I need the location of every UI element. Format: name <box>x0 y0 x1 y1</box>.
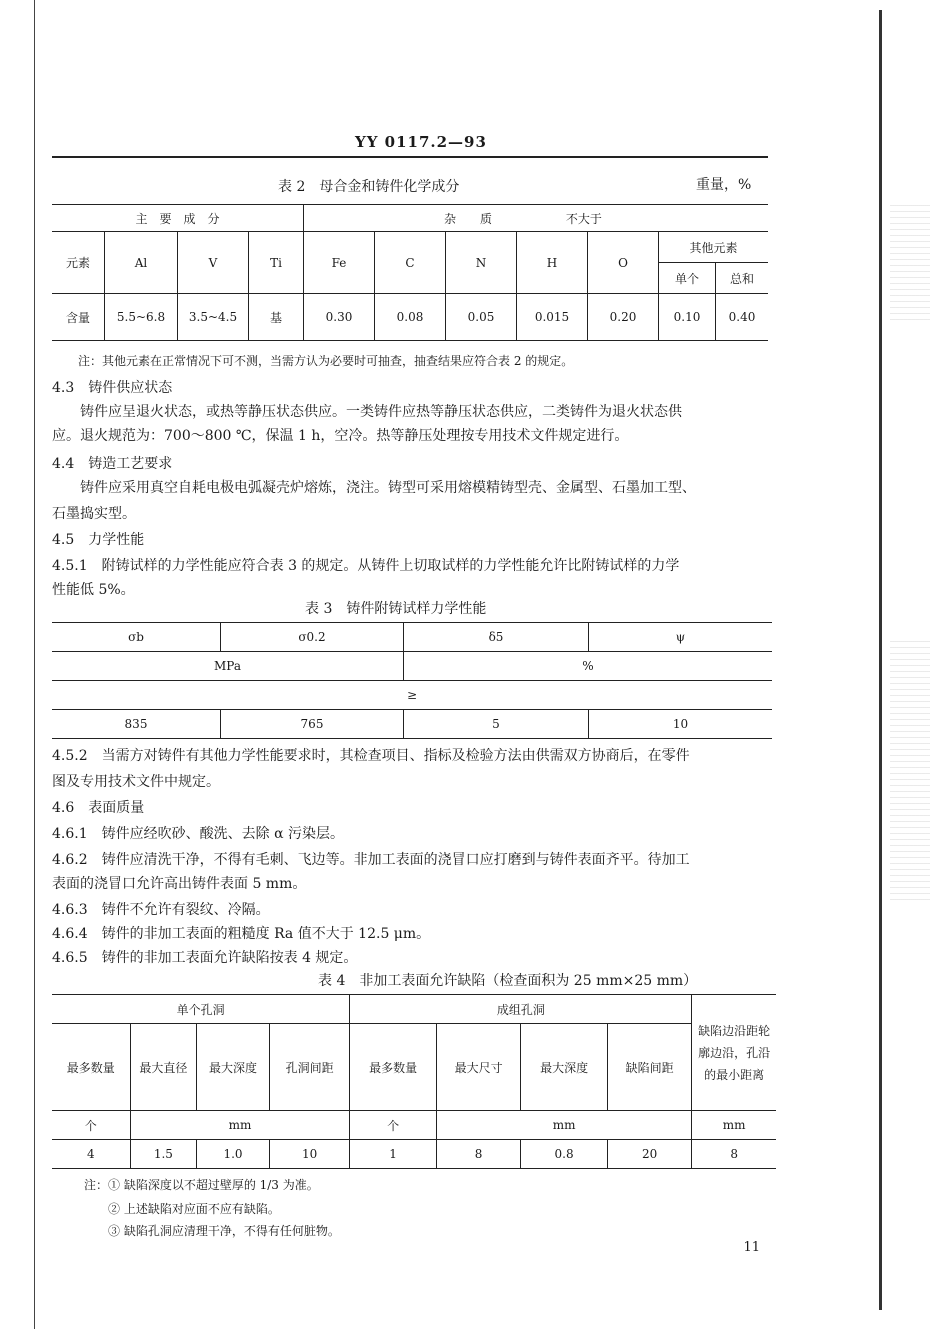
header-rule <box>52 156 768 158</box>
scan-edge-left <box>34 0 35 1329</box>
value-psi: 10 <box>589 710 773 739</box>
unit-count-group: 个 <box>350 1111 436 1140</box>
section-4-5-1-text-2: 性能低 5%。 <box>52 582 135 598</box>
element-ti: Ti <box>249 232 304 294</box>
unit-mm-edge: mm <box>692 1111 776 1140</box>
section-4-6-2-text-2: 表面的浇冒口允许高出铸件表面 5 mm。 <box>52 876 307 892</box>
impurity-header <box>304 205 769 232</box>
section-4-6-4: 4.6.4 铸件的非加工表面的粗糙度 Ra 值不大于 12.5 μm。 <box>52 926 431 942</box>
other-elements-header: 其他元素 <box>659 232 769 263</box>
table4 <box>52 994 776 1169</box>
element-label: 元素 <box>52 232 105 294</box>
section-4-4-text-1: 铸件应采用真空自耗电极电弧凝壳炉熔炼，浇注。铸型可采用熔模精铸型壳、金属型、石墨加工型、 <box>80 480 696 496</box>
section-4-5-2-text-1: 4.5.2 当需方对铸件有其他力学性能要求时，其检查项目、指标及检验方法由供需双方协商后，在零件 <box>52 748 690 764</box>
section-4-6-1: 4.6.1 铸件应经吹砂、酸洗、去除 α 污染层。 <box>52 826 344 842</box>
section-4-3-title: 4.3 铸件供应状态 <box>52 380 173 396</box>
section-4-5-title: 4.5 力学性能 <box>52 532 145 548</box>
table3 <box>52 622 772 739</box>
main-component-header: 主 要 成 分 <box>52 205 304 232</box>
header-sigma-02: σ0.2 <box>221 623 404 652</box>
value-h: 0.015 <box>517 294 588 341</box>
value-total: 0.40 <box>716 294 769 341</box>
value-v: 3.5~4.5 <box>178 294 249 341</box>
scan-noise <box>890 200 930 320</box>
element-o: O <box>588 232 659 294</box>
value-delta-5: 5 <box>404 710 589 739</box>
scan-noise <box>890 640 930 900</box>
section-4-5-2-text-2: 图及专用技术文件中规定。 <box>52 774 220 790</box>
value-single-diameter: 1.5 <box>130 1140 197 1169</box>
impurity-label: 杂 质 <box>444 211 493 226</box>
element-fe: Fe <box>304 232 375 294</box>
single-label: 单个 <box>659 263 716 294</box>
section-4-3-text-1: 铸件应呈退火状态，或热等静压状态供应。一类铸件应热等静压状态供应，二类铸件为退火状态供 <box>80 404 682 420</box>
edge-distance-header: 缺陷边沿距轮廓边沿，孔沿的最小距离 <box>692 995 776 1111</box>
section-4-5-1-text-1: 4.5.1 附铸试样的力学性能应符合表 3 的规定。从铸件上切取试样的力学性能允许比附铸试样的力学 <box>52 558 680 574</box>
value-single: 0.10 <box>659 294 716 341</box>
max-label: 不大于 <box>565 211 602 226</box>
table4-note-2: ② 上述缺陷对应面不应有缺陷。 <box>108 1202 280 1216</box>
unit-mm-group: mm <box>436 1111 692 1140</box>
col-group-defect-spacing: 缺陷间距 <box>607 1024 692 1111</box>
scan-edge-right <box>879 10 882 1310</box>
element-h: H <box>517 232 588 294</box>
value-edge-distance: 8 <box>692 1140 776 1169</box>
total-label: 总和 <box>716 263 769 294</box>
col-single-hole-spacing: 孔洞间距 <box>269 1024 350 1111</box>
value-n: 0.05 <box>446 294 517 341</box>
table3-caption: 表 3 铸件附铸试样力学性能 <box>305 601 487 617</box>
col-group-max-count: 最多数量 <box>350 1024 436 1111</box>
element-v: V <box>178 232 249 294</box>
header-delta-5: δ5 <box>404 623 589 652</box>
value-single-depth: 1.0 <box>197 1140 270 1169</box>
value-c: 0.08 <box>375 294 446 341</box>
unit-percent: % <box>404 652 773 681</box>
unit-mpa: MPa <box>52 652 404 681</box>
group-hole-header: 成组孔洞 <box>350 995 692 1024</box>
section-4-4-title: 4.4 铸造工艺要求 <box>52 456 173 472</box>
value-fe: 0.30 <box>304 294 375 341</box>
col-group-max-depth: 最大深度 <box>521 1024 608 1111</box>
document-header: YY 0117.2—93 <box>355 133 487 151</box>
col-group-max-size: 最大尺寸 <box>436 1024 520 1111</box>
value-single-spacing: 10 <box>269 1140 350 1169</box>
value-ti: 基 <box>249 294 304 341</box>
page-number: 11 <box>743 1240 760 1255</box>
single-hole-header: 单个孔洞 <box>52 995 350 1024</box>
table4-note-3: ③ 缺陷孔洞应清理干净，不得有任何脏物。 <box>108 1224 340 1238</box>
value-group-spacing: 20 <box>607 1140 692 1169</box>
value-o: 0.20 <box>588 294 659 341</box>
value-al: 5.5~6.8 <box>105 294 178 341</box>
section-4-6-2-text-1: 4.6.2 铸件应清洗干净，不得有毛刺、飞边等。非加工表面的浇冒口应打磨到与铸件表面齐平。待加工 <box>52 852 690 868</box>
table2-note: 注：其他元素在正常情况下可不测，当需方认为必要时可抽查，抽查结果应符合表 2 的规定。 <box>78 354 574 368</box>
col-single-max-count: 最多数量 <box>52 1024 130 1111</box>
section-4-6-3: 4.6.3 铸件不允许有裂纹、冷隔。 <box>52 902 270 918</box>
element-al: Al <box>105 232 178 294</box>
header-psi: ψ <box>589 623 773 652</box>
table4-caption: 表 4 非加工表面允许缺陷（检查面积为 25 mm×25 mm） <box>318 973 698 989</box>
section-4-6-title: 4.6 表面质量 <box>52 800 145 816</box>
value-group-count: 1 <box>350 1140 436 1169</box>
col-single-max-diameter: 最大直径 <box>130 1024 197 1111</box>
col-single-max-depth: 最大深度 <box>197 1024 270 1111</box>
value-sigma-02: 765 <box>221 710 404 739</box>
table2-unit: 重量，% <box>696 177 752 193</box>
content-label: 含量 <box>52 294 105 341</box>
value-single-count: 4 <box>52 1140 130 1169</box>
element-n: N <box>446 232 517 294</box>
section-4-3-text-2: 应。退火规范为：700～800 ℃，保温 1 h，空冷。热等静压处理按专用技术文件规定进行。 <box>52 428 629 444</box>
unit-mm-single: mm <box>130 1111 350 1140</box>
unit-count-single: 个 <box>52 1111 130 1140</box>
section-4-4-text-2: 石墨捣实型。 <box>52 506 136 522</box>
section-4-6-5: 4.6.5 铸件的非加工表面允许缺陷按表 4 规定。 <box>52 950 358 966</box>
value-group-depth: 0.8 <box>521 1140 608 1169</box>
element-c: C <box>375 232 446 294</box>
ge-symbol: ≥ <box>52 681 772 710</box>
value-sigma-b: 835 <box>52 710 221 739</box>
table2-caption: 表 2 母合金和铸件化学成分 <box>278 179 460 195</box>
header-sigma-b: σb <box>52 623 221 652</box>
value-group-size: 8 <box>436 1140 520 1169</box>
table4-note-1: 注：① 缺陷深度以不超过壁厚的 1/3 为准。 <box>84 1178 319 1192</box>
table2 <box>52 204 768 341</box>
